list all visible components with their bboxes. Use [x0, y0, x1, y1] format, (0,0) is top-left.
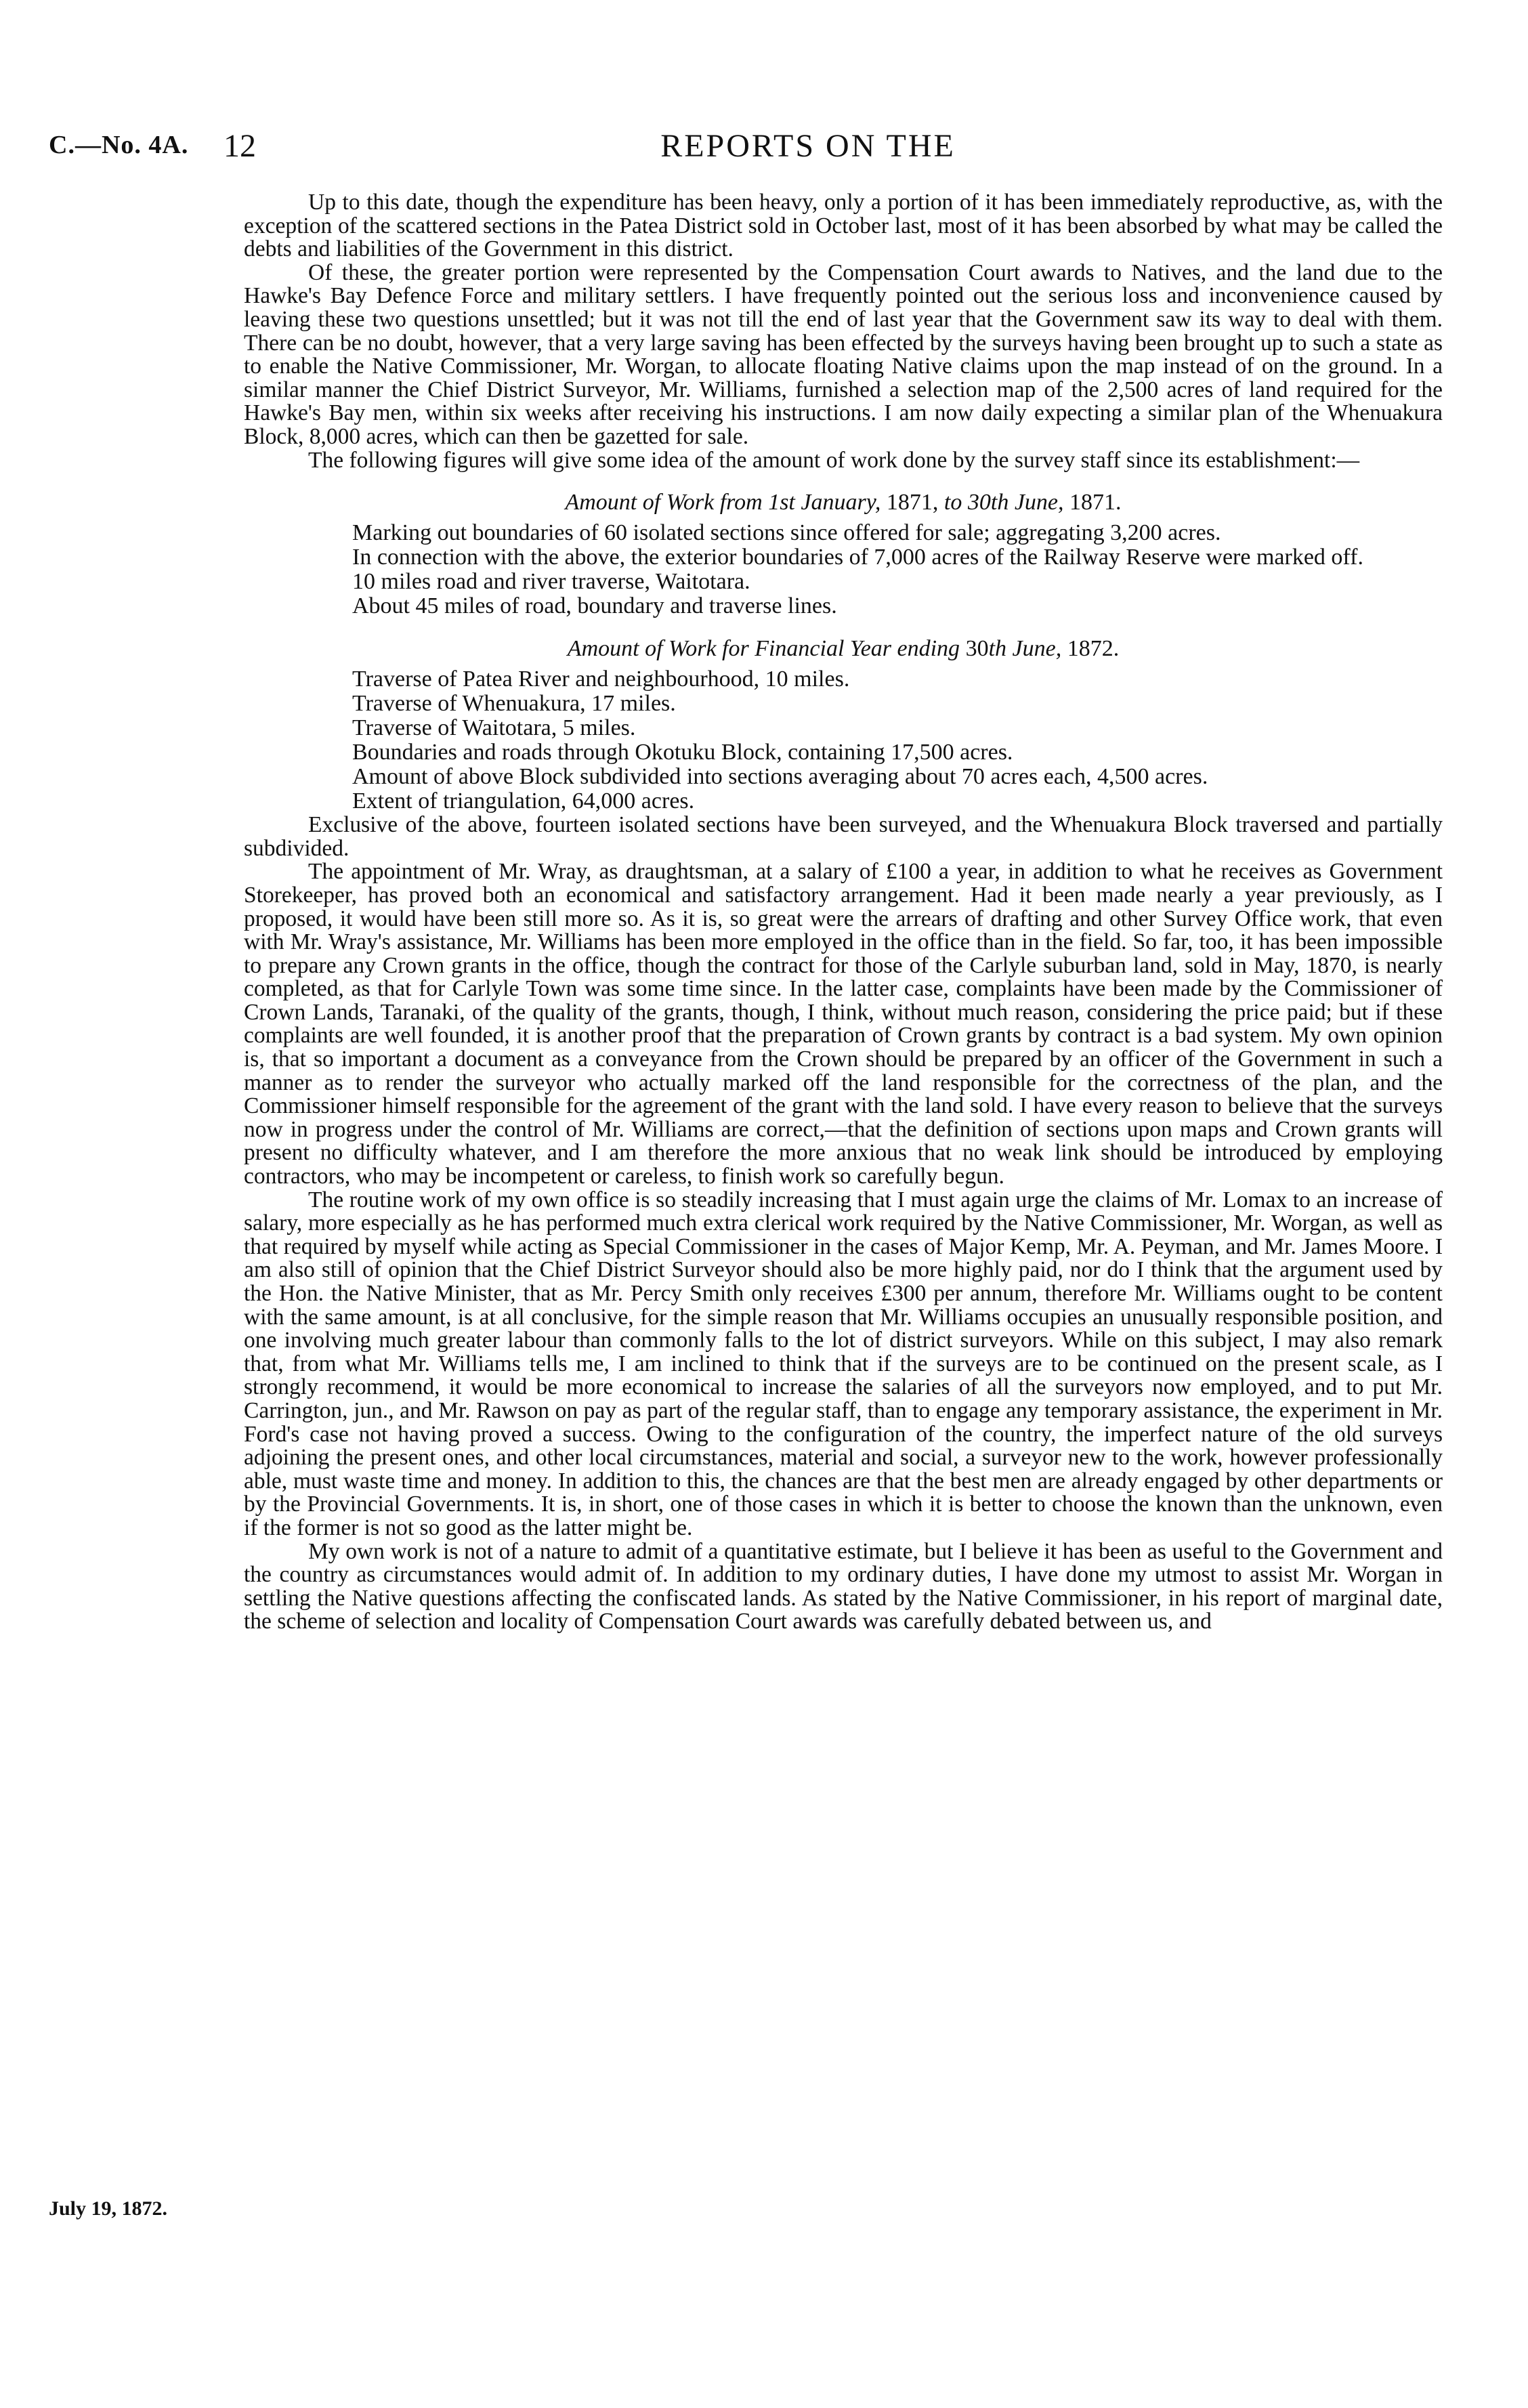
paragraph-compensation-awards: Of these, the greater portion were represented by the Compensation Court awards to Natives, and the land due to the Hawke's Bay Defence Force and military settlers. I have frequently pointed out the serious loss and inconvenience caused by leaving these two questions unsettled; but it was not till the end of last year that the Government saw its way to deal with them. There can be no doubt, however, that a very large saving has been effected by the surveys having been brought up to such a state as to enable the Native Commissioner, Mr. Worgan, to allocate floating Native claims upon the map instead of on the ground. In a similar manner the Chief District Surveyor, Mr. Williams, furnished a selection map of the 2,500 acres of land required for the Hawke's Bay men, within six weeks after receiving his instructions. I am now daily expecting a similar plan of the Whenuakura Block, 8,000 acres, which can then be gazetted for sale. [244, 259, 1443, 449]
work-1872-heading: Amount of Work for Financial Year ending 30th June, 1872. [567, 636, 1120, 662]
report-body [244, 191, 1443, 1634]
list-item: Traverse of Whenuakura, 17 miles. [352, 691, 676, 717]
work-1871-heading: Amount of Work from 1st January, 1871, to 30th June, 1871. [565, 490, 1122, 515]
list-item: Traverse of Patea River and neighbourhood, 10 miles. [352, 667, 850, 692]
page-header [0, 127, 1528, 175]
paragraph-isolated-sections: Exclusive of the above, fourteen isolated sections have been surveyed, and the Whenuakura Block traversed and partially subdivided. [244, 812, 1443, 861]
marginal-date-note: July 19, 1872. [49, 2197, 168, 2220]
work-1871-list [352, 521, 1443, 618]
list-item: 10 miles road and river traverse, Waitotara. [352, 569, 750, 595]
list-item: Marking out boundaries of 60 isolated sections since offered for sale; aggregating 3,200 acres. [352, 520, 1221, 546]
paragraph-own-work: My own work is not of a nature to admit of a quantitative estimate, but I believe it has been as useful to the Government and the country as circumstances would admit of. In addition to my ordinary duties, I have done my utmost to assist Mr. Worgan in settling the Native questions affecting the confiscated lands. As stated by the Native Commissioner, in his report of marginal date, the scheme of selection and locality of Compensation Court awards was carefully debated between us, and [244, 1538, 1443, 1634]
paragraph-expenditure: Up to this date, though the expenditure has been heavy, only a portion of it has been immediately reproductive, as, with the exception of the scattered sections in the Patea District sold in October last, most of it has been absorbed by what may be called the debts and liabilities of the Government in this district. [244, 190, 1443, 262]
paragraph-figures-intro: The following figures will give some idea of the amount of work done by the survey staff since its establishment:— [308, 447, 1360, 473]
list-item: In connection with the above, the exterior boundaries of 7,000 acres of the Railway Reserve were marked off. [352, 545, 1363, 570]
paragraph-salaries: The routine work of my own office is so steadily increasing that I must again urge the claims of Mr. Lomax to an increase of salary, more especially as he has performed much extra clerical work required by the Native Commissioner, Mr. Worgan, as well as that required by myself while acting as Special Commissioner in the cases of Major Kemp, Mr. A. Peyman, and Mr. James Moore. I am also still of opinion that the Chief District Surveyor should also be more highly paid, nor do I think that the argument used by the Hon. the Native Minister, that as Mr. Percy Smith only receives £300 per annum, therefore Mr. Williams ought to be content with the same amount, is at all conclusive, for the simple reason that Mr. Williams occupies an unusually responsible position, and one involving much greater labour than commonly falls to the lot of district surveyors. While on this subject, I may also remark that, from what Mr. Williams tells me, I am inclined to think that if the surveys are to be continued on the present scale, as I strongly recommend, it would be more economical to increase the salaries of all the surveyors now employed, and to put Mr. Carrington, jun., and Mr. Rawson on pay as part of the regular staff, than to engage any temporary assistance, the experiment in Mr. Ford's case not having proved a success. Owing to the configuration of the country, the imperfect nature of the old surveys adjoining the present ones, and other local circumstances, material and social, a surveyor new to the work, however professionally able, must waste time and money. In addition to this, the chances are that the best men are already engaged by other departments or by the Provincial Governments. It is, in short, one of those cases in which it is better to choose the known than the unknown, even if the former is not so good as the latter might be. [244, 1187, 1443, 1540]
paragraph-draughtsman: The appointment of Mr. Wray, as draughtsman, at a salary of £100 a year, in addition to what he receives as Government Storekeeper, has proved both an economical and satisfactory arrangement. Had it been made nearly a year previously, as I proposed, it would have been still more so. As it is, so great were the arrears of drafting and other Survey Office work, that even with Mr. Wray's assistance, Mr. Williams has been more employed in the office than in the field. So far, too, it has been impossible to prepare any Crown grants in the office, though the contract for those of the Carlyle suburban land, sold in May, 1870, is nearly completed, as that for Carlyle Town was some time since. In the latter case, complaints have been made by the Commissioner of Crown Lands, Taranaki, of the quality of the grants, though, I think, without much reason, considering the price paid; but if these complaints are well founded, it is another proof that the preparation of Crown grants by contract is a bad system. My own opinion is, that so important a document as a conveyance from the Crown should be prepared by an officer of the Government in such a manner as to render the surveyor who actually marked off the land responsible for the correctness of the plan, and the Commissioner himself responsible for the agreement of the grant with the land sold. I have every reason to believe that the surveys now in progress under the control of Mr. Williams are correct,—that the definition of sections upon maps and Crown grants will present no difficulty whatever, and I am therefore the more anxious that no weak link should be introduced by employing contractors, who may be incompetent or careless, to finish work so carefully begun. [244, 859, 1443, 1189]
list-item: About 45 miles of road, boundary and traverse lines. [352, 593, 837, 619]
running-title: REPORTS ON THE [660, 128, 956, 164]
list-item: Extent of triangulation, 64,000 acres. [352, 788, 695, 814]
list-item: Boundaries and roads through Okotuku Block, containing 17,500 acres. [352, 740, 1013, 765]
list-item: Traverse of Waitotara, 5 miles. [352, 715, 636, 741]
document-reference: C.—No. 4A. [49, 131, 189, 159]
list-item: Amount of above Block subdivided into sections averaging about 70 acres each, 4,500 acres. [352, 764, 1208, 790]
work-1872-list [352, 667, 1443, 814]
page-number: 12 [224, 128, 256, 164]
